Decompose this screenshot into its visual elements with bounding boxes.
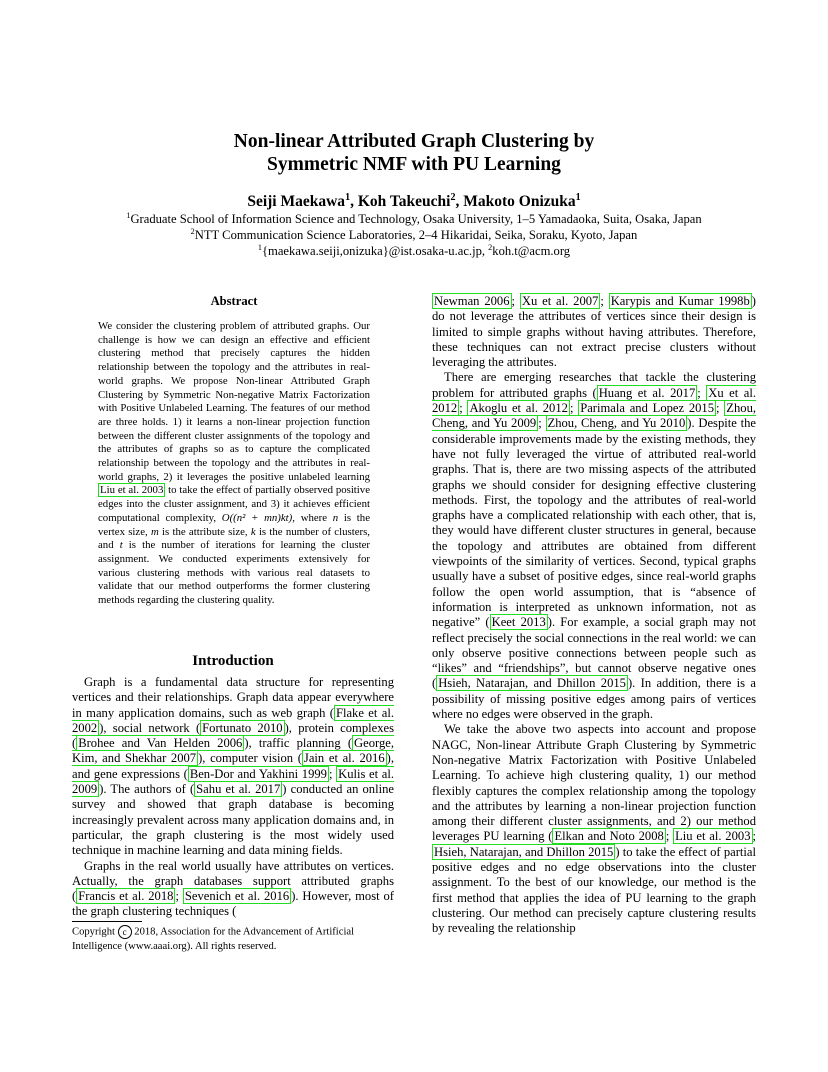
- text-run: ), protein complexes (: [72, 720, 395, 751]
- text-run: ;: [600, 294, 609, 308]
- citation-link[interactable]: Akoglu et al. 2012: [469, 401, 568, 416]
- text-run: ;: [511, 294, 520, 308]
- citation-link[interactable]: Jain et al. 2016: [303, 751, 385, 766]
- text-run: ) do not leverage the attributes of vertices since their design is limited to simple graphs without having attributes. Therefore, these techniques can not extract precise clusters without leveraging the attributes.: [432, 294, 756, 370]
- title-line-2: Symmetric NMF with PU Learning: [267, 154, 561, 175]
- text-run: ;: [569, 401, 579, 416]
- author-list: [0, 193, 828, 211]
- citation-link[interactable]: Newman 2006: [434, 294, 510, 308]
- citation-link[interactable]: Hsieh, Natarajan, and Dhillon 2015: [438, 676, 626, 691]
- citation-link[interactable]: Sevenich et al. 2016: [184, 889, 290, 904]
- copyright-notice: Copyright c 2018, Association for the Advancement of Artificial Intelligence (www.aaai.org). All rights reserved.: [72, 926, 355, 952]
- citation-link[interactable]: Elkan and Noto 2008: [554, 829, 664, 844]
- abstract-heading: Abstract: [210, 294, 258, 308]
- text-run: , where: [292, 511, 333, 524]
- citation-link[interactable]: Liu et al. 2003: [100, 484, 164, 497]
- math-expression: k: [250, 525, 256, 538]
- paragraph: [72, 859, 394, 920]
- text-run: ;: [716, 401, 725, 416]
- introduction-heading: Introduction: [192, 653, 274, 669]
- text-run: We consider the clustering problem of attributed graphs. Our challenge is how we can design an effective and efficient clustering method that precisely captures the hidden relationship between the topology and the attributes in real-world graphs. We propose Non-linear Attributed Graph Clustering by Symmetric Non-negative Matrix Factorization with Positive Unlabeled Learning. The features of our method are three holds. 1) it learns a non-linear projection function between the different cluster assignments of the topology and the attributes of graphs so as to capture the complicated relationship between the topology and the attributes in real-world graphs, 2) it leverages the positive unlabeled learning: [98, 320, 370, 483]
- citation-link[interactable]: Zhou, Cheng, and Yu 2010: [547, 416, 686, 431]
- affiliation-1: $^1$Graduate School of Information Science and Technology, Osaka University, 1–5 Yamadaoka, Suita, Osaka, Japan: [126, 210, 702, 226]
- right-column: [432, 294, 756, 936]
- text-run: ) to take the effect of partial positive edges and no edge observations into the cluster assignment. To the best of our knowledge, our method is the first method that applies the idea of PU learning to the graph clustering. Our method can precisely capture clustering results by revealing the relationship: [432, 844, 756, 936]
- left-column: [72, 675, 394, 920]
- text-run: to take the effect of partially observed positive edges into the cluster assignment, and 3) it achieves efficient computational complexity,: [98, 484, 371, 524]
- citation-link[interactable]: Hsieh, Natarajan, and Dhillon 2015: [434, 844, 614, 859]
- text-run: There are emerging researches that tackle the clustering problem for attributed graphs (: [432, 370, 756, 400]
- text-run: Graphs in the real world usually have attributes on vertices. Actually, the graph databases support attributed graphs (: [72, 858, 394, 904]
- text-run: ). For example, a social graph may not reflect precisely the social connections in the real world: we can only observe positive connections between people such as “likes” and “friendships”, but cannot observe negative ones (: [432, 615, 757, 691]
- citation-link[interactable]: George, Kim, and Shekhar 2007: [72, 736, 394, 766]
- paragraph: [432, 722, 756, 936]
- citation-link[interactable]: Ben-Dor and Yakhini 1999: [189, 766, 327, 781]
- author-emails: $^1${maekawa.seiji,onizuka}@ist.osaka-u.ac.jp, $^2$koh.t@acm.org: [257, 242, 571, 258]
- citation-link[interactable]: Flake et al. 2002: [72, 705, 394, 735]
- text-run: ;: [752, 829, 756, 844]
- citation-link[interactable]: Zhou, Cheng, and Yu 2009: [432, 401, 757, 431]
- math-expression: n: [332, 511, 339, 524]
- text-run: Graph is a fundamental data structure for representing vertices and their relationships. Graph data appear everywhere in many application domains, such as web graph (: [72, 675, 394, 720]
- text-run: ). Despite the considerable improvements made by the existing methods, they have not fully leveraged the virtue of attributed real-world graphs. That is, there are two missing aspects of the attributed graphs we should consider for designing effective clustering methods. First, the topology and the attributes of real-world graphs have a complicated relationship with each other, that is, they would have different cluster structures in general, because the topology and attributes are obtained from different viewpoints of the similarity of vertices. Second, typical graphs usually have a subset of positive edges, since real-world graphs follow the open world assumption, that is “absence of information is interpreted as unknown information, not as negative” (: [432, 416, 756, 630]
- paragraph: [72, 675, 394, 859]
- text-run: ), traffic planning (: [244, 736, 353, 751]
- paragraph: [432, 294, 756, 370]
- citation-link[interactable]: Francis et al. 2018: [78, 889, 174, 904]
- text-run: ), and gene expressions (: [72, 751, 394, 781]
- text-run: is the attribute size,: [158, 525, 251, 538]
- text-run: ). The authors of (: [99, 782, 195, 797]
- text-run: ), computer vision (: [198, 751, 302, 766]
- citation-link[interactable]: Huang et al. 2017: [598, 385, 696, 400]
- author: Koh Takeuchi$^2$,: [357, 191, 464, 210]
- citation-link[interactable]: Xu et al. 2012: [432, 385, 756, 416]
- paper-title: [0, 130, 828, 176]
- affiliation-2: $^2$NTT Communication Science Laboratories, 2–4 Hikaridai, Seika, Soraku, Kyoto, Japan: [190, 226, 638, 242]
- text-run: is the number of clusters, and: [98, 525, 370, 552]
- paragraph: [432, 370, 756, 722]
- abstract-body: [98, 320, 370, 608]
- text-run: ;: [665, 829, 674, 844]
- title-line-1: Non-linear Attributed Graph Clustering by: [233, 131, 595, 152]
- citation-link[interactable]: Karypis and Kumar 1998b: [610, 294, 750, 308]
- text-run: ) conducted an online survey and showed that graph database is becoming increasingly prevalent across many application domains and, in particular, the graph clustering is the most widely used technique in machine learning and data mining fields.: [72, 782, 394, 858]
- math-expression: t: [119, 539, 123, 552]
- text-run: ;: [538, 416, 546, 431]
- citation-link[interactable]: Fortunato 2010: [202, 720, 283, 735]
- citation-link[interactable]: Xu et al. 2007: [521, 294, 599, 308]
- author: Makoto Onizuka$^1$: [463, 191, 581, 210]
- citation-link[interactable]: Brohee and Van Helden 2006: [78, 736, 243, 751]
- author: Seiji Maekawa$^1$,: [247, 191, 358, 210]
- text-run: ;: [328, 766, 337, 781]
- text-run: ). However, most of the graph clustering techniques (: [72, 889, 394, 919]
- citation-link[interactable]: Kulis et al. 2009: [72, 766, 395, 797]
- text-run: ), social network (: [99, 720, 201, 735]
- text-run: ;: [459, 401, 468, 416]
- citation-link[interactable]: Keet 2013: [491, 615, 546, 630]
- copyright-symbol: c: [118, 925, 132, 939]
- text-run: ;: [697, 385, 707, 400]
- text-run: ;: [175, 889, 183, 904]
- citation-link[interactable]: Sahu et al. 2017: [196, 782, 281, 797]
- text-run: ). In addition, there is a possibility of missing positive edges among pairs of vertices where no edges were observed in the graph.: [432, 676, 756, 722]
- math-expression: O((n² + mn)kt): [221, 511, 293, 524]
- text-run: is the number of iterations for learning the cluster assignment. We conducted experiments extensively for various clustering methods with various real datasets to validate that our method outperforms the former clustering methods regarding the clustering quality.: [98, 539, 370, 607]
- text-run: is the vertex size,: [98, 511, 370, 538]
- citation-link[interactable]: Liu et al. 2003: [675, 829, 751, 844]
- footnote-rule: [72, 921, 142, 922]
- text-run: We take the above two aspects into account and propose NAGC, Non-linear Attribute Graph Clustering by Symmetric Non-negative Matrix Factorization with Positive Unlabeled Learning. To achieve high clustering quality, 1) our method flexibly captures the complex relationship among the topology and the attributes by learning a non-linear projection function among their different cluster assignments, and 2) our method leverages PU learning (: [432, 722, 756, 844]
- math-expression: m: [150, 525, 159, 538]
- citation-link[interactable]: Parimala and Lopez 2015: [580, 401, 715, 416]
